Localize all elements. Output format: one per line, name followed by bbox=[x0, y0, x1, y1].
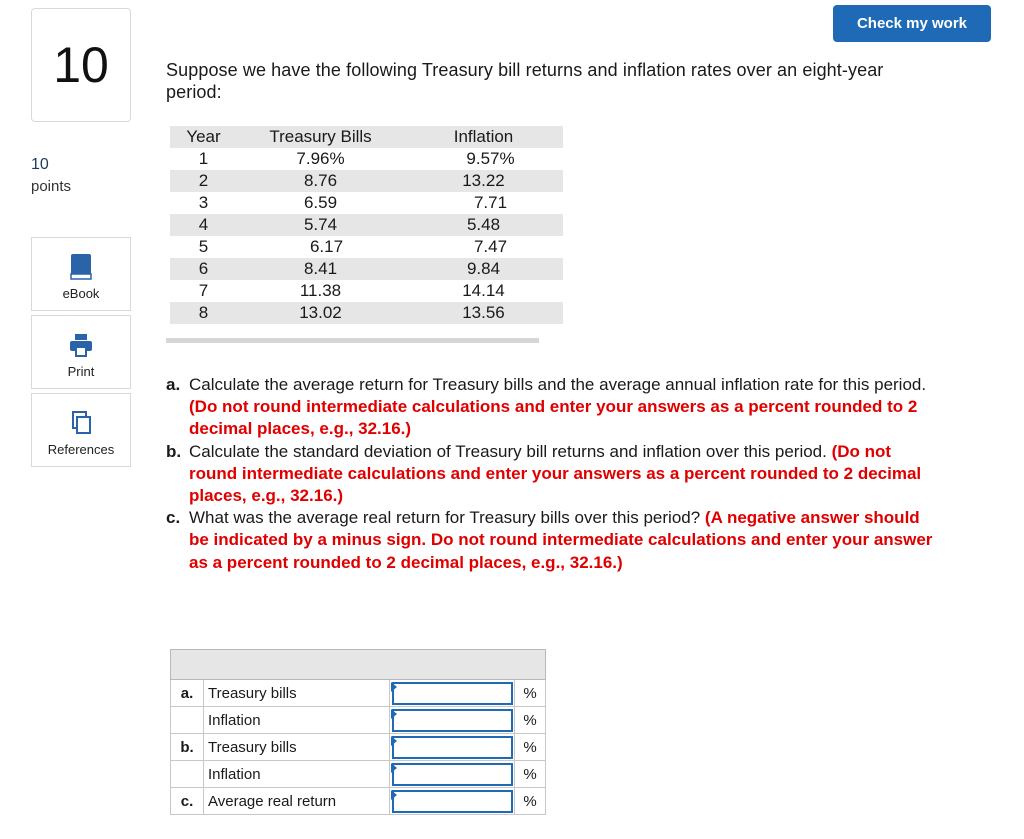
tbill-cell: 6.17 bbox=[309, 237, 344, 256]
references-icon bbox=[68, 408, 94, 438]
part-b-text: Calculate the standard deviation of Treasury bill returns and inflation over this period. bbox=[189, 441, 827, 461]
inflation-cell: 9.84 bbox=[404, 258, 563, 280]
year-cell: 8 bbox=[170, 302, 237, 324]
inflation-average-input[interactable] bbox=[392, 709, 513, 732]
answer-header-row bbox=[171, 650, 546, 680]
answer-description: Inflation bbox=[204, 761, 390, 788]
tbill-cell: 5.74 bbox=[237, 214, 404, 236]
question-parts bbox=[166, 374, 941, 574]
table-row bbox=[170, 258, 563, 280]
answer-part-label: b. bbox=[171, 734, 204, 761]
part-a-label: a. bbox=[166, 375, 181, 394]
answer-description: Inflation bbox=[204, 707, 390, 734]
answer-row bbox=[171, 680, 546, 707]
points-block bbox=[31, 156, 71, 195]
answer-row bbox=[171, 761, 546, 788]
real-return-input[interactable] bbox=[392, 790, 513, 813]
year-cell: 7 bbox=[198, 281, 209, 300]
input-flag-icon bbox=[391, 736, 397, 746]
year-cell: 4 bbox=[170, 214, 237, 236]
inflation-cell: 14.14 bbox=[462, 281, 505, 300]
tbill-stdev-input[interactable] bbox=[392, 736, 513, 759]
input-flag-icon bbox=[391, 709, 397, 719]
table-header-row bbox=[170, 126, 563, 148]
tbill-cell: 13.02 bbox=[237, 302, 404, 324]
header-inflation: Inflation bbox=[404, 126, 563, 148]
part-a bbox=[166, 374, 941, 441]
part-c bbox=[166, 507, 941, 574]
inflation-cell: 13.56 bbox=[404, 302, 563, 324]
tbill-cell: 7.96% bbox=[296, 149, 345, 168]
answer-description: Average real return bbox=[204, 788, 390, 815]
inflation-cell: 9.57% bbox=[466, 149, 515, 168]
tbill-average-input[interactable] bbox=[392, 682, 513, 705]
question-number: 10 bbox=[31, 8, 131, 122]
percent-unit: % bbox=[515, 788, 546, 815]
year-cell: 2 bbox=[170, 170, 237, 192]
references-button[interactable] bbox=[31, 393, 131, 467]
header-treasury-bills: Treasury Bills bbox=[237, 126, 404, 148]
answer-part-label: a. bbox=[171, 680, 204, 707]
part-b-note: (Do not round intermediate calculations and enter your answers as a percent rounded to 2 decimal places, e.g., 32.16.) bbox=[189, 441, 922, 506]
part-a-text: Calculate the average return for Treasury bills and the average annual inflation rate for this period. bbox=[189, 375, 927, 394]
answer-row bbox=[171, 707, 546, 734]
check-my-work-button[interactable]: Check my work bbox=[833, 5, 991, 42]
book-icon bbox=[68, 252, 94, 282]
answer-row bbox=[171, 788, 546, 815]
references-label: References bbox=[47, 442, 115, 457]
inflation-cell: 5.48 bbox=[404, 214, 563, 236]
input-flag-icon bbox=[391, 763, 397, 773]
tbill-cell: 11.38 bbox=[299, 281, 342, 300]
part-c-note: (A negative answer should be indicated by a minus sign. Do not round intermediate calculations and enter your answer as a percent rounded to 2 decimal places, e.g., 32.16.) bbox=[189, 508, 933, 572]
tbill-cell: 6.59 bbox=[303, 193, 338, 212]
answer-part-label bbox=[171, 707, 204, 734]
answer-part-label bbox=[171, 761, 204, 788]
table-row bbox=[170, 148, 563, 170]
inflation-cell: 7.47 bbox=[473, 237, 508, 256]
percent-unit: % bbox=[515, 707, 546, 734]
ebook-label: eBook bbox=[62, 286, 100, 301]
input-flag-icon bbox=[391, 790, 397, 800]
inflation-cell: 7.71 bbox=[473, 193, 508, 212]
inflation-stdev-input[interactable] bbox=[392, 763, 513, 786]
answer-row bbox=[171, 734, 546, 761]
question-intro: Suppose we have the following Treasury bill returns and inflation rates over an eight-year period: bbox=[166, 60, 884, 102]
part-b-label: b. bbox=[166, 441, 182, 461]
table-divider bbox=[166, 338, 539, 343]
print-label: Print bbox=[67, 364, 95, 379]
table-row bbox=[170, 236, 563, 258]
header-year: Year bbox=[170, 126, 237, 148]
part-a-note: (Do not round intermediate calculations and enter your answers as a percent rounded to 2 decimal places, e.g., 32.16.) bbox=[189, 397, 918, 439]
ebook-button[interactable] bbox=[31, 237, 131, 311]
inflation-cell: 13.22 bbox=[404, 170, 563, 192]
part-c-label: c. bbox=[166, 508, 181, 528]
table-row bbox=[170, 302, 563, 324]
table-row bbox=[170, 214, 563, 236]
tbill-cell: 8.41 bbox=[237, 258, 404, 280]
tbill-cell: 8.76 bbox=[237, 170, 404, 192]
answer-table bbox=[170, 649, 546, 815]
part-b bbox=[166, 441, 941, 508]
year-cell: 6 bbox=[170, 258, 237, 280]
percent-unit: % bbox=[515, 761, 546, 788]
answer-description: Treasury bills bbox=[204, 734, 390, 761]
printer-icon bbox=[67, 330, 95, 360]
input-flag-icon bbox=[391, 682, 397, 692]
year-cell: 1 bbox=[198, 149, 209, 168]
year-cell: 3 bbox=[198, 193, 209, 212]
year-cell: 5 bbox=[198, 237, 209, 256]
print-button[interactable] bbox=[31, 315, 131, 389]
table-row bbox=[170, 280, 563, 302]
percent-unit: % bbox=[515, 734, 546, 761]
table-row bbox=[170, 192, 563, 214]
returns-table bbox=[170, 126, 563, 324]
answer-part-label: c. bbox=[171, 788, 204, 815]
points-value: 10 bbox=[31, 156, 49, 173]
answer-description: Treasury bills bbox=[204, 680, 390, 707]
part-c-text: What was the average real return for Treasury bills over this period? bbox=[189, 508, 701, 528]
table-row bbox=[170, 170, 563, 192]
points-label: points bbox=[31, 178, 72, 195]
percent-unit: % bbox=[515, 680, 546, 707]
